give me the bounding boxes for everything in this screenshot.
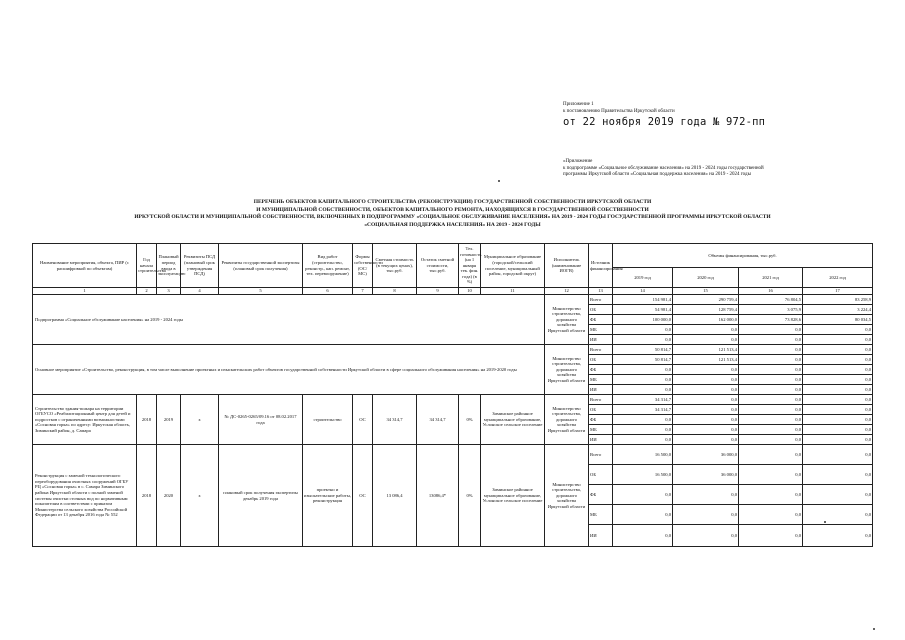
funding-cell: 0,0 xyxy=(803,355,873,365)
object-end-year: 2019 xyxy=(157,395,181,445)
funding-cell: 3 224,4 xyxy=(803,305,873,315)
object-start-year: 2018 xyxy=(137,445,157,547)
funding-cell: 0,0 xyxy=(803,405,873,415)
section-executor: Министерство строительства, дорожного хозяйства Иркутской области xyxy=(545,345,589,395)
source-label: ОБ xyxy=(589,405,613,415)
funding-cell: 16 500,0 xyxy=(613,465,673,485)
decree-header xyxy=(563,101,863,128)
object-expertise: плановый срок получения экспертизы декабрь 2019 года xyxy=(219,445,303,547)
funding-cell: 0,0 xyxy=(739,405,803,415)
appendix-ref-line2: к подпрограмме «Социальное обслуживание населения» на 2019 - 2024 годы государственной xyxy=(563,165,764,171)
objects-table xyxy=(32,243,873,547)
appendix-label: Приложение 1 xyxy=(563,102,594,107)
col-header-2022: 2022 год xyxy=(803,268,873,288)
source-label: МБ xyxy=(589,505,613,525)
object-remaining-cost: 13086,4* xyxy=(417,445,459,547)
funding-cell: 0,0 xyxy=(673,335,739,345)
col-header-2020: 2020 год xyxy=(673,268,739,288)
col-header-2021: 2021 год xyxy=(739,268,803,288)
funding-cell: 0,0 xyxy=(739,375,803,385)
col-header-name: Наименование мероприятия, объекта, ПИР (с расшифровкой по объектам) xyxy=(33,244,137,288)
funding-cell: 76 804,5 xyxy=(739,295,803,305)
funding-cell: 154 981,4 xyxy=(613,295,673,305)
col-header-start-year: Год начала строительства xyxy=(137,244,157,288)
funding-cell: 34 314,7 xyxy=(613,405,673,415)
source-label: ФБ xyxy=(589,315,613,325)
funding-cell: 0,0 xyxy=(803,415,873,425)
source-label: Всего xyxy=(589,295,613,305)
funding-cell: 290 759,4 xyxy=(673,295,739,305)
col-number: 14 xyxy=(613,288,673,295)
col-header-commission-period: Плановый период ввода в эксплуатацию xyxy=(157,244,181,288)
funding-cell: 0,0 xyxy=(673,485,739,505)
col-header-work-type: Вид работ (строительство, реконстр., кап. ремонт, тех. перевооружение) xyxy=(303,244,353,288)
funding-cell: 0,0 xyxy=(803,505,873,525)
funding-cell: 0,0 xyxy=(739,465,803,485)
col-number: 9 xyxy=(417,288,459,295)
funding-cell: 0,0 xyxy=(739,445,803,465)
funding-cell: 34 314,7 xyxy=(613,395,673,405)
object-psd: х xyxy=(181,445,219,547)
object-ownership: ОС xyxy=(353,445,373,547)
table-row xyxy=(33,345,873,355)
decree-ref: к постановлению Правительства Иркутской области xyxy=(563,109,675,114)
funding-cell: 0,0 xyxy=(803,485,873,505)
col-header-source: Источник финансирования xyxy=(589,244,613,288)
funding-cell: 36 000,0 xyxy=(673,445,739,465)
appendix-ref-line3: программы Иркутской области «Социальная поддержка населения» на 2019 - 2024 годы xyxy=(563,172,751,177)
funding-cell: 50 814,7 xyxy=(613,355,673,365)
source-label: ИИ xyxy=(589,525,613,547)
col-header-funding: Объемы финансирования, тыс.руб. xyxy=(613,244,873,268)
source-label: ОБ xyxy=(589,465,613,485)
object-estimate-cost: 13 086,4 xyxy=(373,445,417,547)
funding-cell: 121 513,4 xyxy=(673,355,739,365)
funding-cell: 0,0 xyxy=(803,525,873,547)
object-name: Реконструкция с заменой технологического переоборудования очистных сооружений ОГБУ РЦ «Сосновая горка» в с. Самара Зиминского района Иркутской области с полной заменой системы очистки сточных вод по нормативным показателям в соответствии с приказом Министерства сельского хозяйства Российской Федерации от 13 декабря 2016 года № 552 xyxy=(33,445,137,547)
column-number-row xyxy=(33,288,873,295)
col-number: 4 xyxy=(181,288,219,295)
appendix-ref-line1: «Приложение xyxy=(563,159,593,164)
object-ownership: ОС xyxy=(353,395,373,445)
funding-cell: 100 000,0 xyxy=(613,315,673,325)
col-number: 1 xyxy=(33,288,137,295)
col-number: 15 xyxy=(673,288,739,295)
object-expertise: № ДС-0265-0265/09.16 от 08.02.2017 года xyxy=(219,395,303,445)
decree-date-number: от 22 ноября 2019 года № 972-пп xyxy=(563,116,766,128)
col-header-psd: Реквизиты ПСД (плановый срок утверждения ПСД) xyxy=(181,244,219,288)
source-label: Всего xyxy=(589,395,613,405)
funding-cell: 0,0 xyxy=(613,435,673,445)
source-label: ИИ xyxy=(589,435,613,445)
funding-cell: 0,0 xyxy=(739,325,803,335)
object-start-year: 2018 xyxy=(137,395,157,445)
col-header-2019: 2019 год xyxy=(613,268,673,288)
object-end-year: 2020 xyxy=(157,445,181,547)
funding-cell: 0,0 xyxy=(613,425,673,435)
funding-cell: 0,0 xyxy=(739,395,803,405)
funding-cell: 128 759,4 xyxy=(673,305,739,315)
title-line4: «СОЦИАЛЬНАЯ ПОДДЕРЖКА НАСЕЛЕНИЯ» НА 2019 - 2024 ГОДЫ xyxy=(364,221,541,228)
section-executor: Министерство строительства, дорожного хозяйства Иркутской области xyxy=(545,295,589,345)
funding-cell: 0,0 xyxy=(803,435,873,445)
funding-cell: 0,0 xyxy=(673,365,739,375)
source-label: ФБ xyxy=(589,365,613,375)
object-readiness: 0% xyxy=(459,445,481,547)
col-number: 10 xyxy=(459,288,481,295)
col-header-ownership: Формы собственности (ОС/МС) xyxy=(353,244,373,288)
funding-cell: 16 500,0 xyxy=(613,445,673,465)
scan-speck xyxy=(498,180,500,182)
main-activity-name: Основное мероприятие «Строительство, реконструкция, в том числе выполнение проектных и изыскательских работ объектов государственной собственности Иркутской области в сфере социального обслуживания населения» на 2019-2020 годы xyxy=(33,345,545,395)
source-label: ИИ xyxy=(589,335,613,345)
col-number: 7 xyxy=(353,288,373,295)
title-line2: И МУНИЦИПАЛЬНОЙ СОБСТВЕННОСТИ, ОБЪЕКТОВ КАПИТАЛЬНОГО РЕМОНТА, НАХОДЯЩИХСЯ В ГОСУДАРСТВЕННОЙ СОБСТВЕННОСТИ xyxy=(256,206,649,213)
funding-cell: 162 000,0 xyxy=(673,315,739,325)
funding-cell: 0,0 xyxy=(739,425,803,435)
col-number: 16 xyxy=(739,288,803,295)
source-label: Всего xyxy=(589,345,613,355)
appendix-reference xyxy=(563,159,863,179)
funding-cell: 83 258,9 xyxy=(803,295,873,305)
source-label: МБ xyxy=(589,425,613,435)
object-municipality: Зиминское районное муниципальное образование, Услонское сельское поселение xyxy=(481,445,545,547)
col-header-municipality: Муниципальное образование (городской/сельский поселение, муниципальный район, городской округ) xyxy=(481,244,545,288)
col-number: 5 xyxy=(219,288,303,295)
funding-cell: 0,0 xyxy=(739,415,803,425)
funding-cell: 0,0 xyxy=(803,445,873,465)
funding-cell: 0,0 xyxy=(803,325,873,335)
col-number: 6 xyxy=(303,288,353,295)
funding-cell: 36 000,0 xyxy=(673,465,739,485)
object-work-type: строительство xyxy=(303,395,353,445)
funding-cell: 0,0 xyxy=(803,345,873,355)
object-readiness: 0% xyxy=(459,395,481,445)
object-executor: Министерство строительства, дорожного хозяйства Иркутской области xyxy=(545,445,589,547)
col-number: 3 xyxy=(157,288,181,295)
source-label: ФБ xyxy=(589,485,613,505)
funding-cell: 0,0 xyxy=(613,375,673,385)
funding-cell: 0,0 xyxy=(739,435,803,445)
col-number: 2 xyxy=(137,288,157,295)
funding-cell: 0,0 xyxy=(673,415,739,425)
funding-cell: 54 981,4 xyxy=(613,305,673,315)
funding-cell: 0,0 xyxy=(803,365,873,375)
col-number: 12 xyxy=(545,288,589,295)
funding-cell: 0,0 xyxy=(739,345,803,355)
funding-cell: 0,0 xyxy=(739,355,803,365)
funding-cell: 0,0 xyxy=(739,385,803,395)
object-municipality: Зиминское районное муниципальное образование, Услонское сельское поселение xyxy=(481,395,545,445)
col-header-estimate-cost: Сметная стоимость (в текущих ценах), тыс.руб. xyxy=(373,244,417,288)
col-header-executor: Исполнитель (наименование ИОГВ) xyxy=(545,244,589,288)
object-psd: х xyxy=(181,395,219,445)
funding-cell: 0,0 xyxy=(613,485,673,505)
table-row xyxy=(33,295,873,305)
source-label: ИИ xyxy=(589,385,613,395)
scan-speck xyxy=(824,521,826,523)
source-label: МБ xyxy=(589,375,613,385)
funding-cell: 73 828,6 xyxy=(739,315,803,325)
object-name: Строительство здания-пожара на территории ОГБУСО «Реабилитационный центр для детей и подростков с ограниченными возможностями «Сосновая горка» по адресу: Иркутская область, Зиминский район, д. Самара xyxy=(33,395,137,445)
col-header-expertise: Реквизиты государственной экспертизы (плановый срок получения) xyxy=(219,244,303,288)
source-label: Всего xyxy=(589,445,613,465)
col-header-readiness: Тех. готовность (на 1 января тек. фин. года) (в %) xyxy=(459,244,481,288)
funding-cell: 0,0 xyxy=(803,385,873,395)
object-work-type: проектно и изыскательские работы, реконструкция xyxy=(303,445,353,547)
funding-cell: 0,0 xyxy=(739,505,803,525)
funding-cell: 0,0 xyxy=(739,365,803,375)
funding-cell: 0,0 xyxy=(673,325,739,335)
funding-cell: 3 075,9 xyxy=(739,305,803,315)
source-label: ФБ xyxy=(589,415,613,425)
funding-cell: 121 513,4 xyxy=(673,345,739,355)
funding-cell: 0,0 xyxy=(673,375,739,385)
object-remaining-cost: 34 314,7 xyxy=(417,395,459,445)
funding-cell: 0,0 xyxy=(739,525,803,547)
col-number: 8 xyxy=(373,288,417,295)
funding-cell: 80 034,5 xyxy=(803,315,873,325)
col-number: 11 xyxy=(481,288,545,295)
funding-cell: 0,0 xyxy=(673,385,739,395)
table-row xyxy=(33,395,873,405)
table-row xyxy=(33,445,873,465)
funding-cell: 0,0 xyxy=(803,335,873,345)
funding-cell: 0,0 xyxy=(673,435,739,445)
funding-cell: 0,0 xyxy=(613,385,673,395)
source-label: ОБ xyxy=(589,305,613,315)
funding-cell: 0,0 xyxy=(673,525,739,547)
document-title xyxy=(20,199,885,229)
scan-speck xyxy=(873,628,875,630)
funding-cell: 0,0 xyxy=(613,505,673,525)
object-estimate-cost: 34 314,7 xyxy=(373,395,417,445)
funding-cell: 0,0 xyxy=(673,395,739,405)
funding-cell: 0,0 xyxy=(613,365,673,375)
funding-cell: 0,0 xyxy=(803,465,873,485)
funding-cell: 0,0 xyxy=(803,375,873,385)
funding-cell: 0,0 xyxy=(613,335,673,345)
funding-cell: 0,0 xyxy=(613,525,673,547)
col-number: 17 xyxy=(803,288,873,295)
funding-cell: 0,0 xyxy=(739,335,803,345)
subprogram-name: Подпрограмма «Социальное обслуживание населения» на 2019 - 2024 годы xyxy=(33,295,545,345)
funding-cell: 0,0 xyxy=(803,395,873,405)
col-header-remaining-cost: Остаток сметной стоимости, тыс.руб. xyxy=(417,244,459,288)
col-number: 13 xyxy=(589,288,613,295)
funding-cell: 50 814,7 xyxy=(613,345,673,355)
object-executor: Министерство строительства, дорожного хозяйства Иркутской области xyxy=(545,395,589,445)
title-line1: ПЕРЕЧЕНЬ ОБЪЕКТОВ КАПИТАЛЬНОГО СТРОИТЕЛЬСТВА (РЕКОНСТРУКЦИИ) ГОСУДАРСТВЕННОЙ СОБСТВЕННОСТИ ИРКУТСКОЙ ОБЛАСТИ xyxy=(253,199,652,205)
funding-cell: 0,0 xyxy=(739,485,803,505)
source-label: ОБ xyxy=(589,355,613,365)
source-label: МБ xyxy=(589,325,613,335)
title-line3: ИРКУТСКОЙ ОБЛАСТИ И МУНИЦИПАЛЬНОЙ СОБСТВЕННОСТИ, ВКЛЮЧЕННЫХ В ПОДПРОГРАММУ «СОЦИАЛЬНОЕ ОБСЛУЖИВАНИЕ НАСЕЛЕНИЯ» НА 2019 - 2024 ГОДЫ ГОСУДАРСТВЕННОЙ ПРОГРАММЫ ИРКУТСКОЙ ОБЛАСТИ xyxy=(134,214,771,221)
funding-cell: 0,0 xyxy=(803,425,873,435)
funding-cell: 0,0 xyxy=(673,505,739,525)
funding-cell: 0,0 xyxy=(673,425,739,435)
funding-cell: 0,0 xyxy=(613,325,673,335)
funding-cell: 0,0 xyxy=(613,415,673,425)
funding-cell: 0,0 xyxy=(673,405,739,415)
